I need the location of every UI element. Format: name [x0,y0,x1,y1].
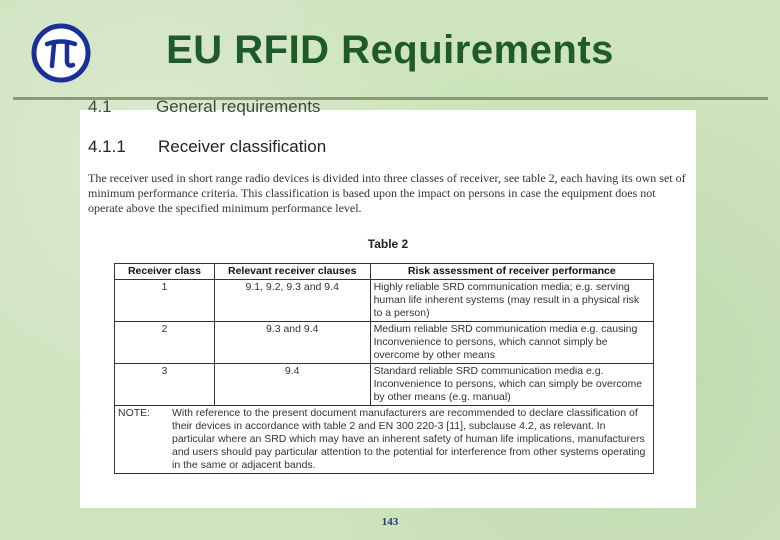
table-caption: Table 2 [367,237,409,251]
clauses-cell: 9.1, 9.2, 9.3 and 9.4 [214,280,370,322]
slide-title: EU RFID Requirements [166,28,614,72]
cut-heading-title: General requirements [156,97,321,116]
receiver-class-cell: 3 [115,364,215,406]
section-number: 4.1.1 [88,137,126,156]
section-title: Receiver classification [158,137,327,156]
risk-cell: Medium reliable SRD communication media e.g. causing Inconvenience to persons, which cannot simply be overcome by other means [370,322,653,364]
cut-off-heading [88,97,320,117]
table-row [115,364,654,406]
page-number: 143 [381,516,399,528]
receiver-class-table [114,263,654,474]
section-heading [88,137,326,157]
column-header: Risk assessment of receiver performance [370,264,653,280]
table-row [115,322,654,364]
risk-cell: Highly reliable SRD communication media; e.g. serving human life inherent systems (may result in a physical risk to a person) [370,280,653,322]
note-label: NOTE: [118,407,151,419]
table-header-row [115,264,654,280]
receiver-class-cell: 1 [115,280,215,322]
column-header: Receiver class [115,264,215,280]
column-header: Relevant receiver clauses [214,264,370,280]
note-text: With reference to the present document manufacturers are recommended to declare classification of their devices in accordance with table 2 and EN 300 220-3 [11], subclause 4.2, as relevant. In particular where an SRD which may have an inherent safety of human life implications, manufacturers and users should pay particular attention to the potential for interference from other systems operating in the same or adjacent bands. [172,407,646,471]
table-note-row [115,406,654,474]
table-row [115,280,654,322]
document-excerpt [80,97,696,508]
intro-paragraph: The receiver used in short range radio devices is divided into three classes of receiver, see table 2, each having its own set of minimum performance criteria. This classification is based upon the impact on persons in case the equipment does not operate above the specified minimum performance level. [88,171,686,215]
cut-heading-number: 4.1 [88,97,112,116]
risk-cell: Standard reliable SRD communication media e.g. Inconvenience to persons, which can simply be overcome by other means (e.g. manual) [370,364,653,406]
clauses-cell: 9.3 and 9.4 [214,322,370,364]
receiver-class-cell: 2 [115,322,215,364]
clauses-cell: 9.4 [214,364,370,406]
note-cell [115,406,654,474]
